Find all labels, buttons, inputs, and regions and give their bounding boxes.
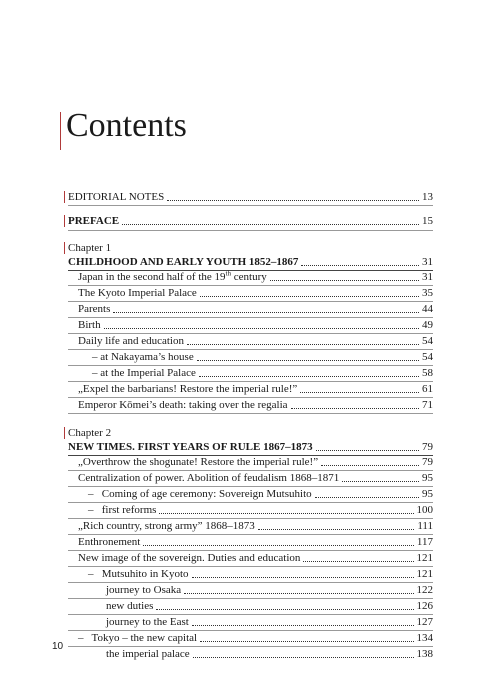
toc-entry-page: 49 xyxy=(422,319,433,331)
toc-entry-page: 126 xyxy=(416,600,433,612)
toc-entry-title: – at the Imperial Palace xyxy=(92,367,196,379)
dot-leader xyxy=(184,592,413,594)
toc-entry-page: 121 xyxy=(416,568,433,580)
chapter-1-label: Chapter 1 xyxy=(68,241,111,255)
dot-leader xyxy=(342,480,419,482)
toc-entry-title: journey to Osaka xyxy=(106,584,182,596)
dot-leader xyxy=(301,264,419,266)
toc-entry-page: 13 xyxy=(422,191,433,203)
divider xyxy=(68,230,433,231)
chapter-1-heading[interactable] xyxy=(68,255,433,269)
toc-entry-page: 35 xyxy=(422,287,433,299)
page-title: Contents xyxy=(66,107,187,144)
dot-leader xyxy=(113,311,419,313)
dot-leader xyxy=(104,327,419,329)
dot-leader xyxy=(315,496,419,498)
dot-leader xyxy=(143,544,414,546)
chapter-accent-bar xyxy=(64,242,65,254)
toc-entry[interactable] xyxy=(78,398,433,412)
toc-entry[interactable] xyxy=(78,318,433,332)
toc-entry[interactable] xyxy=(78,302,433,316)
toc-entry[interactable] xyxy=(106,615,433,629)
toc-entry-title: „Rich country, strong army” 1868–1873 xyxy=(78,520,255,532)
toc-entry-title: journey to the East xyxy=(106,616,189,628)
toc-entry-page: 61 xyxy=(422,383,433,395)
toc-entry-page: 100 xyxy=(416,504,433,516)
toc-entry-editorial-notes[interactable] xyxy=(68,190,433,204)
toc-entry-title: The Kyoto Imperial Palace xyxy=(78,287,197,299)
toc-entry[interactable] xyxy=(88,487,433,501)
dot-leader xyxy=(316,449,419,451)
entry-accent-bar xyxy=(64,191,65,203)
toc-entry-page: 121 xyxy=(416,552,433,564)
toc-entry-page: 138 xyxy=(416,648,433,660)
dot-leader xyxy=(199,375,419,377)
toc-entry-title: Enthronement xyxy=(78,536,141,548)
toc-entry[interactable] xyxy=(78,471,433,485)
dot-leader xyxy=(200,640,413,642)
chapter-heading-title: CHILDHOOD AND EARLY YOUTH 1852–1867 xyxy=(68,256,299,268)
toc-entry-title: Daily life and education xyxy=(78,335,184,347)
toc-entry-page: 54 xyxy=(422,335,433,347)
toc-entry[interactable] xyxy=(78,455,433,469)
dot-leader xyxy=(303,560,413,562)
toc-entry-title: – Tokyo – the new capital xyxy=(78,632,198,644)
dot-leader xyxy=(156,608,413,610)
toc-entry[interactable] xyxy=(106,583,433,597)
toc-entry-title: – Coming of age ceremony: Sovereign Mutsuhito xyxy=(88,488,312,500)
toc-entry[interactable] xyxy=(78,519,433,533)
toc-entry-page: 117 xyxy=(416,536,433,548)
toc-entry-page: 54 xyxy=(422,351,433,363)
toc-entry[interactable] xyxy=(78,334,433,348)
toc-entry-title: – first reforms xyxy=(88,504,157,516)
toc-entry-page: 95 xyxy=(422,488,433,500)
dot-leader xyxy=(192,624,414,626)
toc-entry-title: „Overthrow the shogunate! Restore the imperial rule!” xyxy=(78,456,319,468)
toc-entry[interactable] xyxy=(88,503,433,517)
toc-entry-page: 15 xyxy=(422,215,433,227)
dot-leader xyxy=(300,391,419,393)
dot-leader xyxy=(122,223,419,225)
toc-entry[interactable] xyxy=(92,366,433,380)
toc-entry-title: EDITORIAL NOTES xyxy=(68,191,165,203)
chapter-2-heading[interactable] xyxy=(68,440,433,454)
toc-entry-page: 95 xyxy=(422,472,433,484)
title-accent-bar xyxy=(60,112,61,150)
toc-entry-page: 58 xyxy=(422,367,433,379)
divider xyxy=(68,413,433,414)
toc-entry-page: 31 xyxy=(422,271,433,283)
toc-entry-title: New image of the sovereign. Duties and education xyxy=(78,552,301,564)
chapter-2-label: Chapter 2 xyxy=(68,426,111,440)
toc-entry-page: 79 xyxy=(422,456,433,468)
toc-entry-title: Japan in the second half of the 19th century xyxy=(78,269,267,283)
dot-leader xyxy=(321,464,419,466)
dot-leader xyxy=(200,295,419,297)
toc-entry[interactable] xyxy=(78,535,433,549)
chapter-heading-title: NEW TIMES. FIRST YEARS OF RULE 1867–1873 xyxy=(68,441,313,453)
toc-entry[interactable] xyxy=(78,551,433,565)
entry-accent-bar xyxy=(64,215,65,227)
toc-entry[interactable] xyxy=(92,350,433,364)
toc-entry-title: Birth xyxy=(78,319,101,331)
chapter-heading-page: 79 xyxy=(422,441,433,453)
toc-entry[interactable] xyxy=(78,286,433,300)
toc-entry[interactable] xyxy=(88,567,433,581)
toc-entry-title: Parents xyxy=(78,303,111,315)
dot-leader xyxy=(270,279,419,281)
chapter-heading-page: 31 xyxy=(422,256,433,268)
dot-leader xyxy=(167,199,419,201)
dot-leader xyxy=(291,407,419,409)
dot-leader xyxy=(193,656,414,658)
toc-entry-page: 71 xyxy=(422,399,433,411)
toc-entry-page: 44 xyxy=(422,303,433,315)
toc-entry-title: new duties xyxy=(106,600,154,612)
toc-entry-preface[interactable] xyxy=(68,214,433,228)
toc-entry-page: 111 xyxy=(417,520,433,532)
divider xyxy=(68,205,433,206)
toc-entry[interactable] xyxy=(78,270,433,284)
toc-entry-title: Centralization of power. Abolition of feudalism 1868–1871 xyxy=(78,472,340,484)
toc-entry-page: 122 xyxy=(416,584,433,596)
dot-leader xyxy=(192,576,414,578)
toc-entry[interactable] xyxy=(78,382,433,396)
toc-entry-title: – Mutsuhito in Kyoto xyxy=(88,568,189,580)
toc-entry-title: Emperor Kōmei’s death: taking over the regalia xyxy=(78,399,288,411)
toc-entry[interactable] xyxy=(106,599,433,613)
dot-leader xyxy=(187,343,419,345)
toc-entry-title: the imperial palace xyxy=(106,648,190,660)
toc-entry[interactable] xyxy=(78,631,433,645)
page-number: 10 xyxy=(52,641,64,652)
chapter-accent-bar xyxy=(64,427,65,439)
toc-entry-page: 127 xyxy=(416,616,433,628)
dot-leader xyxy=(159,512,413,514)
toc-entry-title: – at Nakayama’s house xyxy=(92,351,194,363)
dot-leader xyxy=(197,359,419,361)
toc-entry-title: „Expel the barbarians! Restore the imperial rule!” xyxy=(78,383,298,395)
dot-leader xyxy=(258,528,415,530)
toc-entry-page: 134 xyxy=(416,632,433,644)
toc-entry-title: PREFACE xyxy=(68,215,120,227)
toc-entry[interactable] xyxy=(106,647,433,661)
